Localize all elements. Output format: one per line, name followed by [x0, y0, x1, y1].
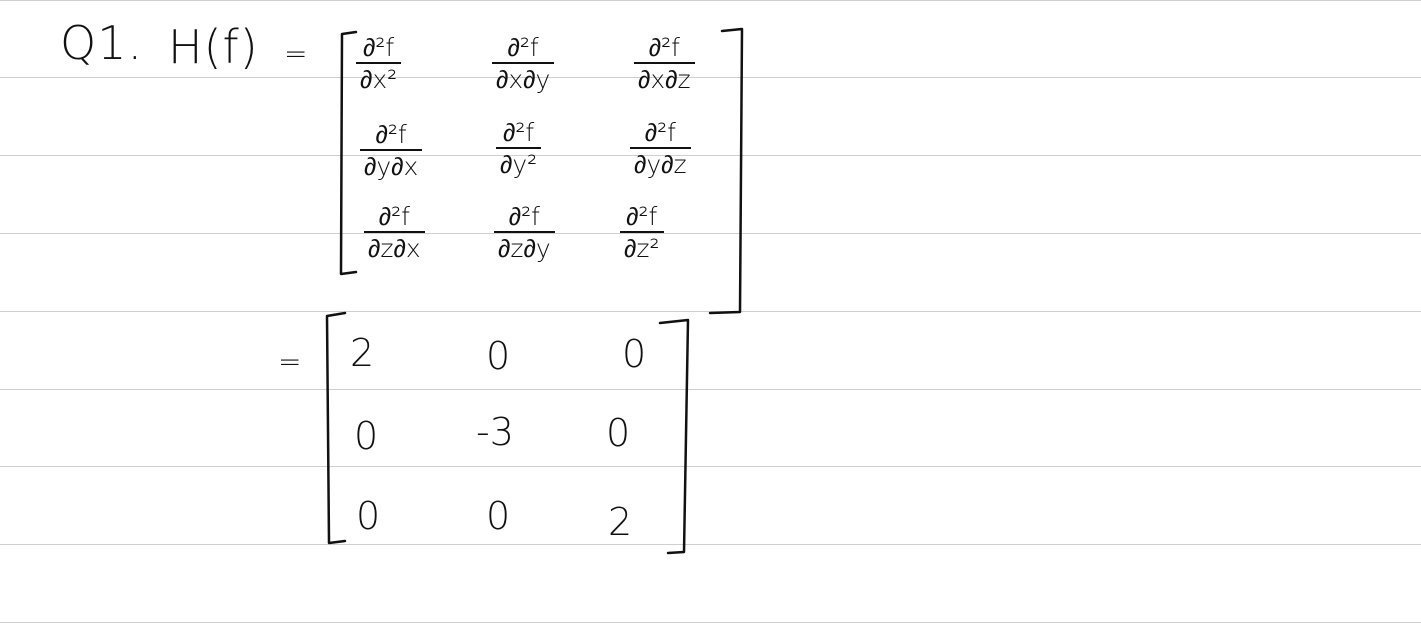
- entry-dzdy: [494, 204, 555, 261]
- question-label: Q1.: [60, 16, 144, 70]
- matrix-value: 2: [608, 500, 633, 544]
- matrix-value: 0: [486, 494, 511, 538]
- symbolic-left-bracket: [341, 32, 356, 274]
- symbolic-right-bracket: [710, 29, 742, 313]
- entry-numerator: ∂²f: [375, 120, 407, 149]
- entry-numerator: ∂²f: [644, 118, 676, 147]
- matrix-value: 2: [350, 331, 375, 375]
- entry-denominator: ∂x∂y: [496, 65, 551, 94]
- entry-dxdz: [634, 35, 695, 92]
- entry-dydz: [630, 120, 691, 177]
- matrix-value: 0: [486, 334, 511, 378]
- matrix-value: -3: [476, 410, 514, 454]
- entry-numerator: ∂²f: [378, 202, 410, 231]
- entry-dzdx: [364, 204, 425, 261]
- equals-sign-1: =: [284, 37, 308, 70]
- entry-denominator: ∂x∂z: [638, 65, 691, 94]
- entry-denominator: ∂y²: [500, 150, 538, 179]
- matrix-value: 0: [622, 332, 647, 376]
- entry-numerator: ∂²f: [626, 202, 658, 231]
- entry-denominator: ∂z²: [624, 234, 660, 263]
- entry-numerator: ∂²f: [362, 33, 395, 62]
- hessian-label: H(f): [168, 20, 259, 74]
- matrix-value: 0: [356, 494, 381, 538]
- entry-numerator: ∂²f: [508, 202, 540, 231]
- entry-numerator: ∂²f: [507, 33, 539, 62]
- equals-sign-2: =: [278, 345, 302, 378]
- entry-denominator: ∂x²: [360, 65, 398, 94]
- entry-denominator: ∂y∂x: [364, 152, 419, 181]
- entry-dxdy: [492, 35, 554, 92]
- entry-denominator: ∂y∂z: [634, 150, 687, 179]
- numeric-right-bracket: [660, 320, 688, 553]
- entry-dxx: [356, 35, 401, 92]
- matrix-value: 0: [354, 414, 379, 458]
- matrix-value: 0: [606, 411, 631, 455]
- entry-denominator: ∂z∂y: [498, 234, 551, 263]
- entry-numerator: ∂²f: [648, 33, 680, 62]
- numeric-left-bracket: [327, 313, 345, 543]
- entry-numerator: ∂²f: [502, 118, 535, 147]
- entry-denominator: ∂z∂x: [368, 234, 421, 263]
- entry-dzz: [620, 204, 664, 261]
- entry-dyy: [496, 120, 541, 177]
- entry-dydx: [360, 122, 422, 179]
